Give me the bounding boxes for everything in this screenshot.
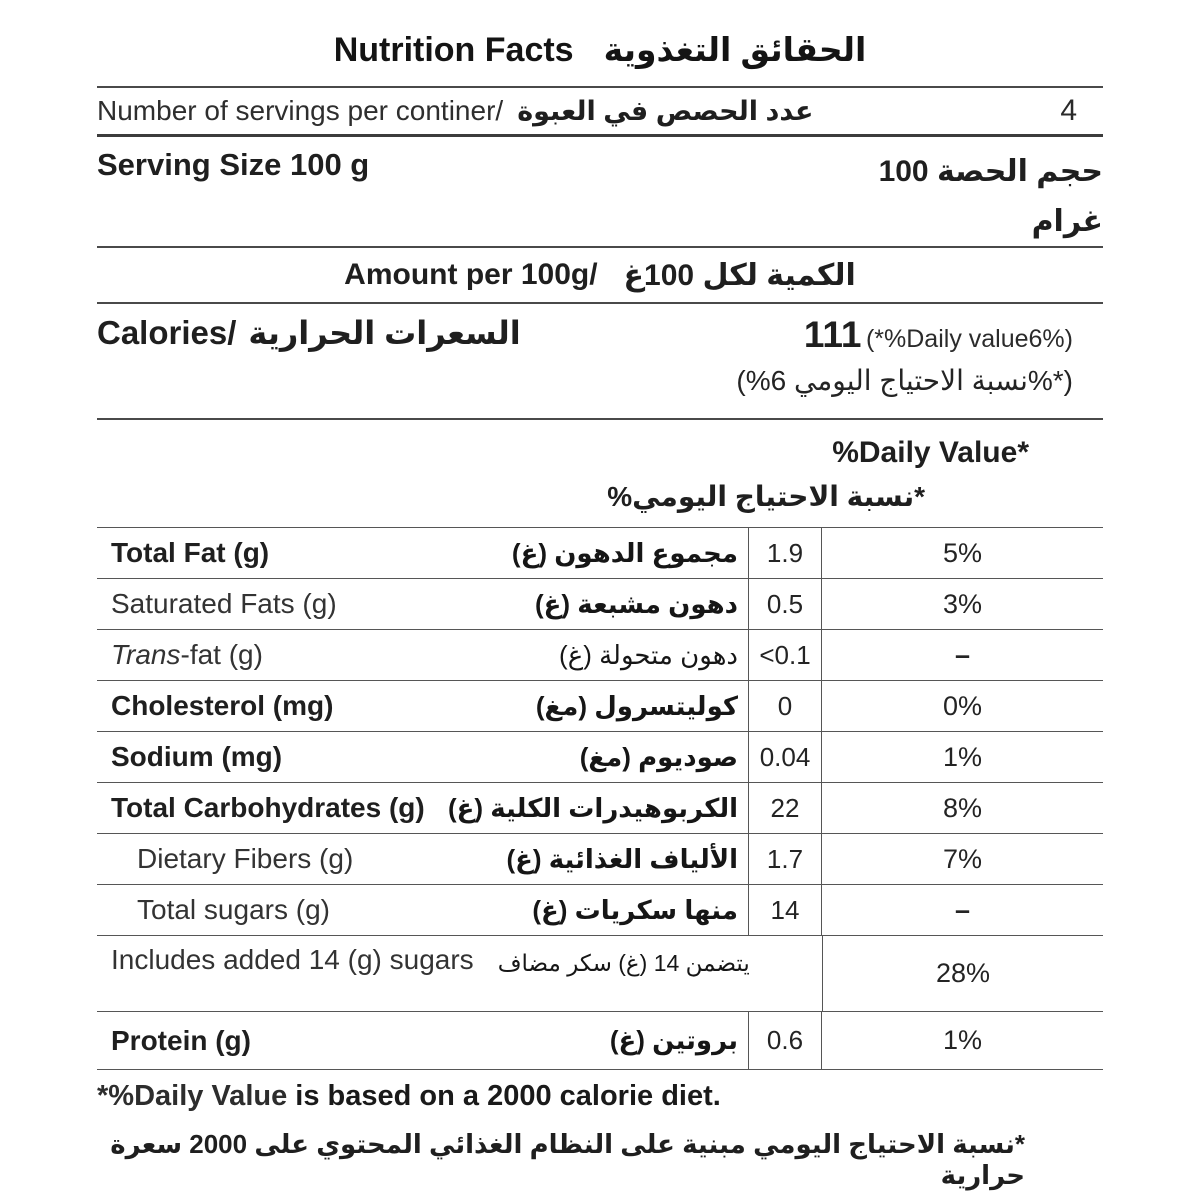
nutrient-amount: 22: [748, 783, 822, 833]
nutrient-name-arabic: مجموع الدهون (غ): [511, 537, 738, 568]
footnote-english: [97, 1070, 1103, 1113]
calories-daily-value-english: (*%Daily value6%): [865, 325, 1073, 353]
nutrient-daily-value: –: [954, 894, 971, 925]
amount-per-english: Amount per 100g/: [344, 258, 598, 291]
nutrient-name-english: Total sugars (g): [137, 894, 330, 925]
title-arabic: الحقائق التغذوية: [603, 31, 867, 68]
calories-value-line: [736, 314, 1073, 356]
calories-daily-value-arabic: (*%نسبة الاحتياج اليومي 6%): [736, 365, 1073, 396]
nutrient-name-english: Includes added 14 (g) sugars: [111, 944, 474, 975]
nutrient-daily-value: 28%: [822, 936, 1103, 1011]
nutrient-row: [97, 834, 1103, 885]
nutrient-name-arabic: الكربوهيدرات الكلية (غ): [447, 792, 738, 823]
nutrient-daily-value: 8%: [942, 792, 983, 823]
nutrient-label-cell: [97, 732, 748, 782]
nutrient-row: [97, 681, 1103, 732]
nutrient-amount: 0.5: [748, 579, 822, 629]
nutrient-amount: 0.04: [748, 732, 822, 782]
nutrient-name-arabic: دهون مشبعة (غ): [535, 588, 738, 619]
nutrient-label-cell: [97, 528, 748, 578]
servings-value: 4: [1060, 94, 1077, 127]
nutrient-name-english: Protein (g): [111, 1024, 251, 1056]
nutrient-name-arabic: الألياف الغذائية (غ): [506, 843, 738, 874]
nutrient-label-cell: [97, 885, 748, 935]
nutrient-row: [97, 579, 1103, 630]
nutrient-name-arabic: يتضمن 14 (غ) سكر مضاف: [497, 950, 750, 976]
nutrient-amount: 0: [748, 681, 822, 731]
calories-values: [736, 314, 1103, 418]
calories-row: [97, 304, 1103, 420]
nutrient-name-english: Total Carbohydrates (g): [111, 792, 425, 823]
nutrient-name-arabic: دهون متحولة (غ): [559, 639, 738, 670]
nutrient-label-cell: [97, 936, 822, 1011]
nutrient-label-cell: [97, 1012, 748, 1069]
nutrient-label-cell: [97, 630, 748, 680]
daily-value-header-english: %Daily Value*: [832, 436, 1029, 469]
nutrient-row: [97, 783, 1103, 834]
nutrient-daily-value: 1%: [942, 741, 983, 772]
nutrient-label-cell: [97, 681, 748, 731]
daily-value-header-arabic: *نسبة الاحتياج اليومي%: [607, 481, 925, 512]
nutrient-row: [97, 630, 1103, 681]
serving-size-arabic-line1: حجم الحصة 100: [878, 155, 1103, 188]
nutrient-daily-value: –: [954, 639, 971, 670]
nutrients-table: [97, 527, 1103, 1070]
nutrient-amount: 0.6: [748, 1012, 822, 1069]
nutrient-daily-value: 3%: [942, 588, 983, 619]
footnote-english-main: is based on a 2000 calorie diet.: [295, 1080, 721, 1112]
nutrient-amount: 14: [748, 885, 822, 935]
nutrient-daily-value: 5%: [942, 537, 983, 568]
nutrient-amount: <0.1: [748, 630, 822, 680]
amount-per-arabic: الكمية لكل 100غ: [623, 258, 856, 292]
nutrient-name-arabic: بروتين (غ): [609, 1025, 738, 1055]
nutrient-daily-value: 7%: [942, 843, 983, 874]
nutrient-name-arabic: صوديوم (مغ): [579, 741, 738, 772]
nutrient-name-english: [111, 639, 263, 671]
nutrient-amount: 1.7: [748, 834, 822, 884]
nutrient-row: [97, 936, 1103, 1012]
nutrient-row: [97, 885, 1103, 936]
daily-value-header: [97, 420, 1103, 527]
nutrient-name-english: Dietary Fibers (g): [137, 843, 354, 874]
nutrient-row: [97, 1012, 1103, 1070]
calories-value: 111: [803, 314, 862, 355]
nutrient-name-english: Total Fat (g): [111, 537, 270, 568]
nutrient-label-cell: [97, 579, 748, 629]
nutrient-row: [97, 732, 1103, 783]
footnote-english-prefix: *%Daily Value: [97, 1080, 296, 1112]
nutrient-row: [97, 528, 1103, 579]
footnote-arabic: *نسبة الاحتياج اليومي مبنية على النظام الغذائي المحتوي على 2000 سعرة حرارية: [110, 1129, 1025, 1190]
nutrient-amount: 1.9: [748, 528, 822, 578]
serving-size-row: [97, 137, 1103, 248]
calories-labels: [97, 314, 521, 418]
nutrient-name-italic-part: Trans: [111, 639, 181, 670]
nutrient-daily-value: 0%: [942, 690, 983, 721]
nutrition-facts-label: [97, 0, 1103, 1191]
nutrient-name-arabic: منها سكريات (غ): [532, 894, 738, 925]
nutrient-name-english: Sodium (mg): [111, 741, 283, 772]
serving-size-arabic: [879, 147, 1103, 246]
nutrient-daily-value: 1%: [942, 1025, 983, 1055]
serving-size-english: Serving Size 100 g: [97, 147, 370, 182]
servings-label-english: Number of servings per continer/: [97, 95, 504, 126]
amount-per-row: [97, 248, 1103, 304]
title-english: Nutrition Facts: [333, 31, 574, 69]
calories-label-english: Calories/: [97, 314, 237, 351]
servings-labels: [97, 95, 813, 127]
nutrient-name-rest: -fat (g): [180, 639, 263, 670]
servings-row: [97, 88, 1103, 137]
nutrient-label-cell: [97, 783, 748, 833]
nutrient-name-arabic: كوليتسرول (مغ): [535, 690, 738, 721]
calories-label-arabic: السعرات الحرارية: [248, 315, 521, 351]
nutrient-name-english: Cholesterol (mg): [111, 690, 334, 721]
nutrient-name-english: Saturated Fats (g): [111, 588, 337, 619]
serving-size-arabic-line2: غرام: [1031, 204, 1103, 238]
label-header: [97, 0, 1103, 88]
nutrient-label-cell: [97, 834, 748, 884]
servings-label-arabic: عدد الحصص في العبوة: [517, 96, 814, 126]
